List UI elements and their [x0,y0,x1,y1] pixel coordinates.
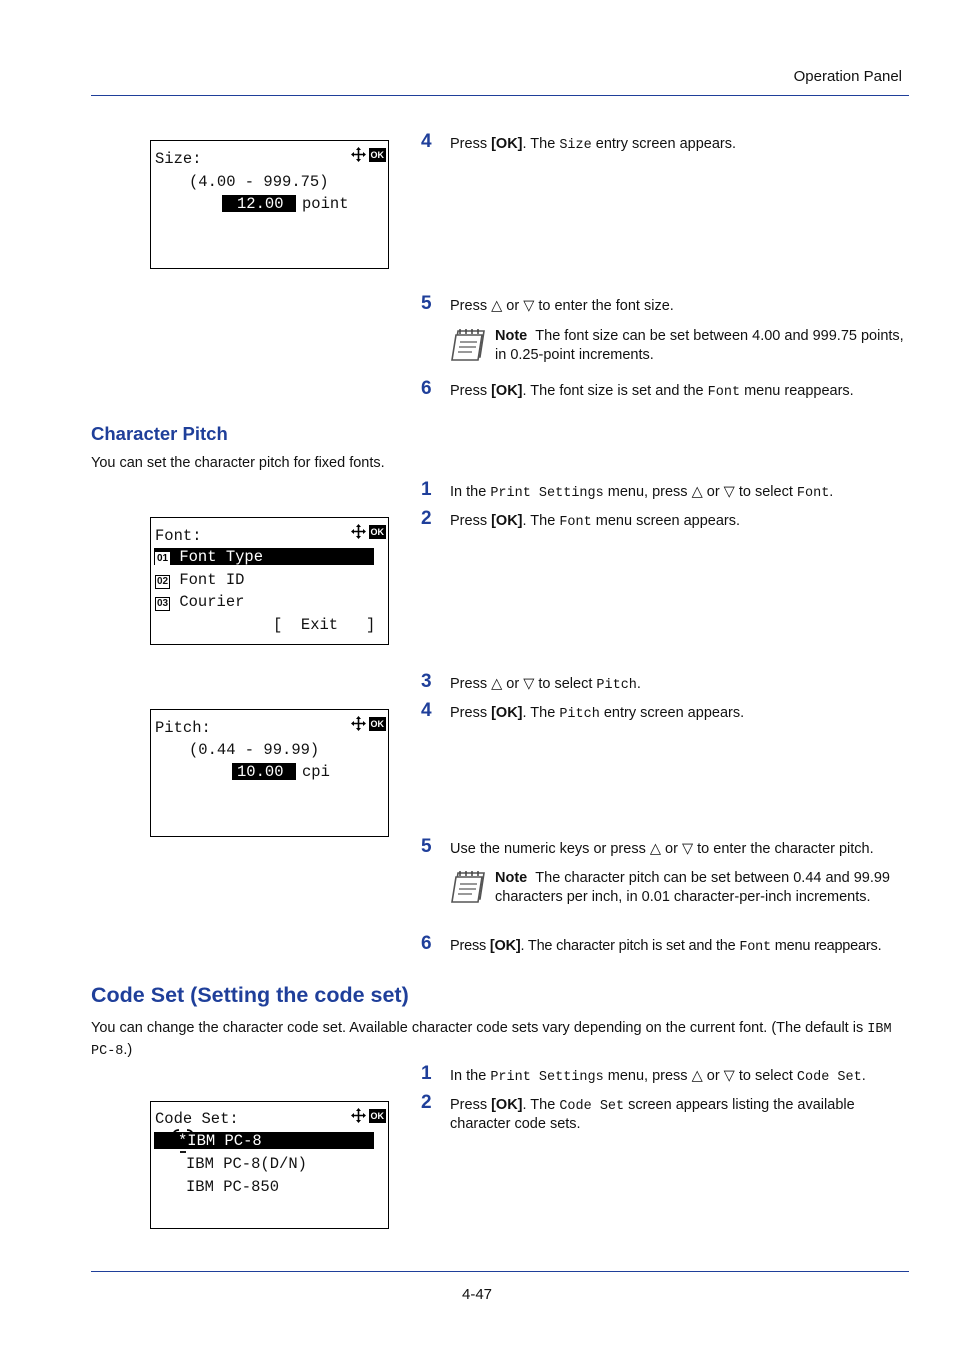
lcd-menu-item-3: 03 Courier [157,593,245,611]
step-number: 2 [421,508,432,529]
four-way-arrow-icon [350,716,367,731]
step-number: 6 [421,933,432,954]
note-pad-icon [450,869,488,903]
code-set-intro: You can change the character code set. Available character code sets vary depending on the current font. (The default is IBM PC-8.) [91,1020,892,1059]
step-number: 4 [421,700,432,721]
ok-icon: OK [370,718,384,729]
ok-icon: OK [370,526,384,537]
lcd-value: 12.00 [237,195,284,213]
lcd-title: Pitch: [155,719,211,737]
heading-character-pitch: Character Pitch [91,423,228,444]
step-number: 4 [421,131,432,152]
step-number: 5 [421,836,432,857]
lcd-value: 10.00 [237,763,284,781]
four-way-arrow-icon [350,524,367,539]
note-text: The font size can be set between 4.00 and 999.75 points, in 0.25-point increments. [495,328,904,363]
lcd-title: Font: [155,527,202,545]
ok-icon: OK [370,149,384,160]
heading-code-set: Code Set (Setting the code set) [91,983,409,1007]
lcd-code-set-item-3: IBM PC-850 [186,1178,280,1196]
four-way-arrow-icon [350,1108,367,1123]
step-number: 1 [421,1063,432,1084]
lcd-code-set-screen [150,1101,389,1229]
lcd-menu-item-2: 02 Font ID [157,571,245,589]
lcd-range: (4.00 - 999.75) [189,173,329,191]
lcd-font-screen [150,517,389,645]
lcd-size-screen [150,140,389,269]
page-number: 4-47 [461,1286,493,1303]
note-label: Note [495,870,528,886]
lcd-icons [350,716,387,731]
step-number: 3 [421,671,432,692]
lcd-title: Size: [155,150,202,168]
lcd-unit: point [302,195,349,213]
note-text: The character pitch can be set between 0.44 and 99.99 characters per inch, in 0.01 character-per-inch increments. [495,870,890,905]
header-rule [91,95,909,96]
lcd-menu-item-1: 01 Font Type [157,548,264,566]
character-pitch-intro: You can set the character pitch for fixed fonts. [91,455,385,471]
lcd-icons [350,524,387,539]
step-number: 2 [421,1092,432,1113]
step-number: 1 [421,479,432,500]
lcd-exit-softkey: [ Exit ] [273,616,376,634]
header-section-title: Operation Panel [793,68,902,85]
ok-icon: OK [370,1110,384,1121]
lcd-icons [350,147,387,162]
note-label: Note [495,328,528,344]
note-pad-icon [450,327,488,361]
lcd-code-set-item-2: IBM PC-8(D/N) [186,1155,307,1173]
lcd-pitch-screen [150,709,389,837]
lcd-range: (0.44 - 99.99) [189,741,320,759]
lcd-unit: cpi [302,763,330,781]
footer-rule [91,1271,909,1272]
four-way-arrow-icon [350,147,367,162]
step-number: 5 [421,293,432,314]
lcd-code-set-item-1: *IBM PC-8 [178,1132,262,1150]
lcd-icons [350,1108,387,1123]
lcd-title: Code Set: [155,1110,239,1128]
step-number: 6 [421,378,432,399]
